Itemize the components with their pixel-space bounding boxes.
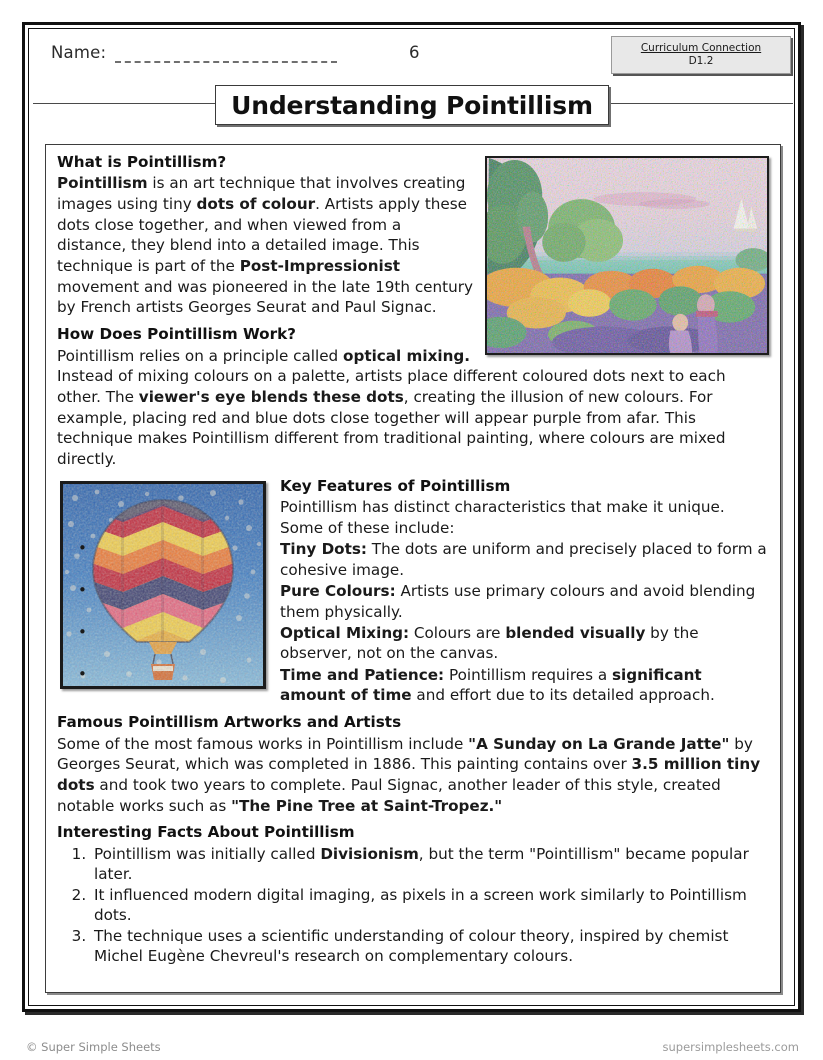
interesting-facts-list (57, 844, 769, 967)
text-run: . Artists apply these dots close together, and when viewed from a distance, they blend into a detailed image. This technique is part of the (57, 195, 467, 276)
list-item (91, 885, 769, 926)
text-run: by Georges Seurat, which was completed in 1886. This painting contains over (57, 734, 753, 774)
worksheet-page-frame (22, 22, 801, 1012)
text-run: The technique uses a scientific understanding of colour theory, inspired by chemist Michel Eugène Chevreul's research on complementary colours. (94, 926, 729, 966)
key-features-list (57, 539, 769, 705)
bold-pointillism: Pointillism (57, 174, 148, 193)
section-body-how-works-2 (57, 366, 769, 469)
curriculum-connection-code: D1.2 (688, 55, 714, 67)
worksheet-title-box (215, 85, 609, 125)
list-item (93, 665, 769, 706)
bold-viewers-eye: viewer's eye blends these dots (138, 387, 404, 406)
text-run: and took two years to complete. Paul Signac, another leader of this style, created notable works such as (57, 776, 721, 815)
worksheet-header (33, 31, 793, 77)
feature-term: Pure Colours: (280, 582, 396, 601)
text-run: Artists use primary colours and avoid blending them physically. (280, 582, 756, 621)
text-run: The dots are uniform and precisely placed to form a cohesive image. (280, 540, 767, 579)
list-item (91, 844, 769, 885)
curriculum-connection-title: Curriculum Connection (640, 41, 762, 54)
text-run: Some of the most famous works in Pointillism include (57, 734, 469, 753)
text-run: Colours are (409, 623, 506, 642)
section-body-famous (57, 734, 769, 817)
text-run: It influenced modern digital imaging, as pixels in a screen work similarly to Pointillism dots. (94, 885, 747, 925)
text-run: Instead of mixing colours on a palette, artists place different coloured dots next to each other. The (57, 367, 726, 406)
list-item (93, 623, 769, 664)
footer-copyright: © Super Simple Sheets (26, 1040, 161, 1054)
section-heading-famous: Famous Pointillism Artworks and Artists (57, 713, 402, 732)
name-write-in-line[interactable] (115, 61, 337, 63)
feature-term: Time and Patience: (280, 665, 445, 684)
feature-emphasis: blended visually (505, 623, 646, 642)
section-body-key-features-intro: Pointillism has distinct characteristics that make it unique. Some of these include: (280, 498, 725, 537)
landscape-artwork-svg (487, 158, 767, 353)
footer-website: supersimplesheets.com (662, 1040, 799, 1054)
text-run: is an art technique that involves creating images using tiny (57, 174, 466, 214)
list-item (93, 539, 769, 580)
bold-dots-of-colour: dots of colour (196, 195, 316, 214)
pointillist-landscape-image (485, 156, 769, 355)
text-run: Pointillism requires a (444, 665, 612, 684)
section-heading-what-is: What is Pointillism? (57, 153, 227, 171)
page-number: 6 (409, 43, 420, 62)
list-item (91, 926, 769, 967)
text-run: and effort due to its detailed approach. (411, 685, 715, 704)
feature-emphasis: significant amount of time (280, 665, 702, 704)
text-run: , creating the illusion of new colours. For example, placing red and blue dots close together will appear purple from afar. This technique makes Pointillism different from traditional painting, where colours are mixed directly. (57, 387, 726, 468)
bold-million-dots: 3.5 million tiny dots (57, 755, 761, 795)
curriculum-connection-box (611, 36, 791, 74)
text-run: movement and was pioneered in the late 19th century by French artists Georges Seurat and Paul Signac. (57, 277, 473, 317)
section-heading-how-works: How Does Pointillism Work? (57, 325, 296, 344)
bold-pine-tree-saint-tropez: "The Pine Tree at Saint-Tropez." (231, 796, 503, 815)
section-heading-key-features: Key Features of Pointillism (280, 476, 511, 495)
bold-post-impressionist: Post-Impressionist (239, 257, 401, 276)
text-run: , but the term "Pointillism" became popular later. (94, 844, 749, 884)
bold-sunday-la-grande-jatte: "A Sunday on La Grande Jatte" (468, 734, 730, 753)
text-run: Pointillism was initially called (94, 844, 321, 863)
list-item (93, 581, 769, 622)
bold-optical-mixing: optical mixing. (343, 346, 471, 365)
name-label: Name: (51, 43, 107, 62)
worksheet-content-box (45, 144, 781, 993)
text-run: by the observer, not on the canvas. (280, 623, 699, 663)
feature-term: Tiny Dots: (280, 540, 367, 559)
section-heading-facts: Interesting Facts About Pointillism (57, 823, 355, 842)
page-title: Understanding Pointillism (231, 90, 593, 120)
text-run: Pointillism relies on a principle called (57, 346, 344, 365)
fact-emphasis: Divisionism (320, 844, 419, 863)
feature-term: Optical Mixing: (280, 623, 410, 642)
